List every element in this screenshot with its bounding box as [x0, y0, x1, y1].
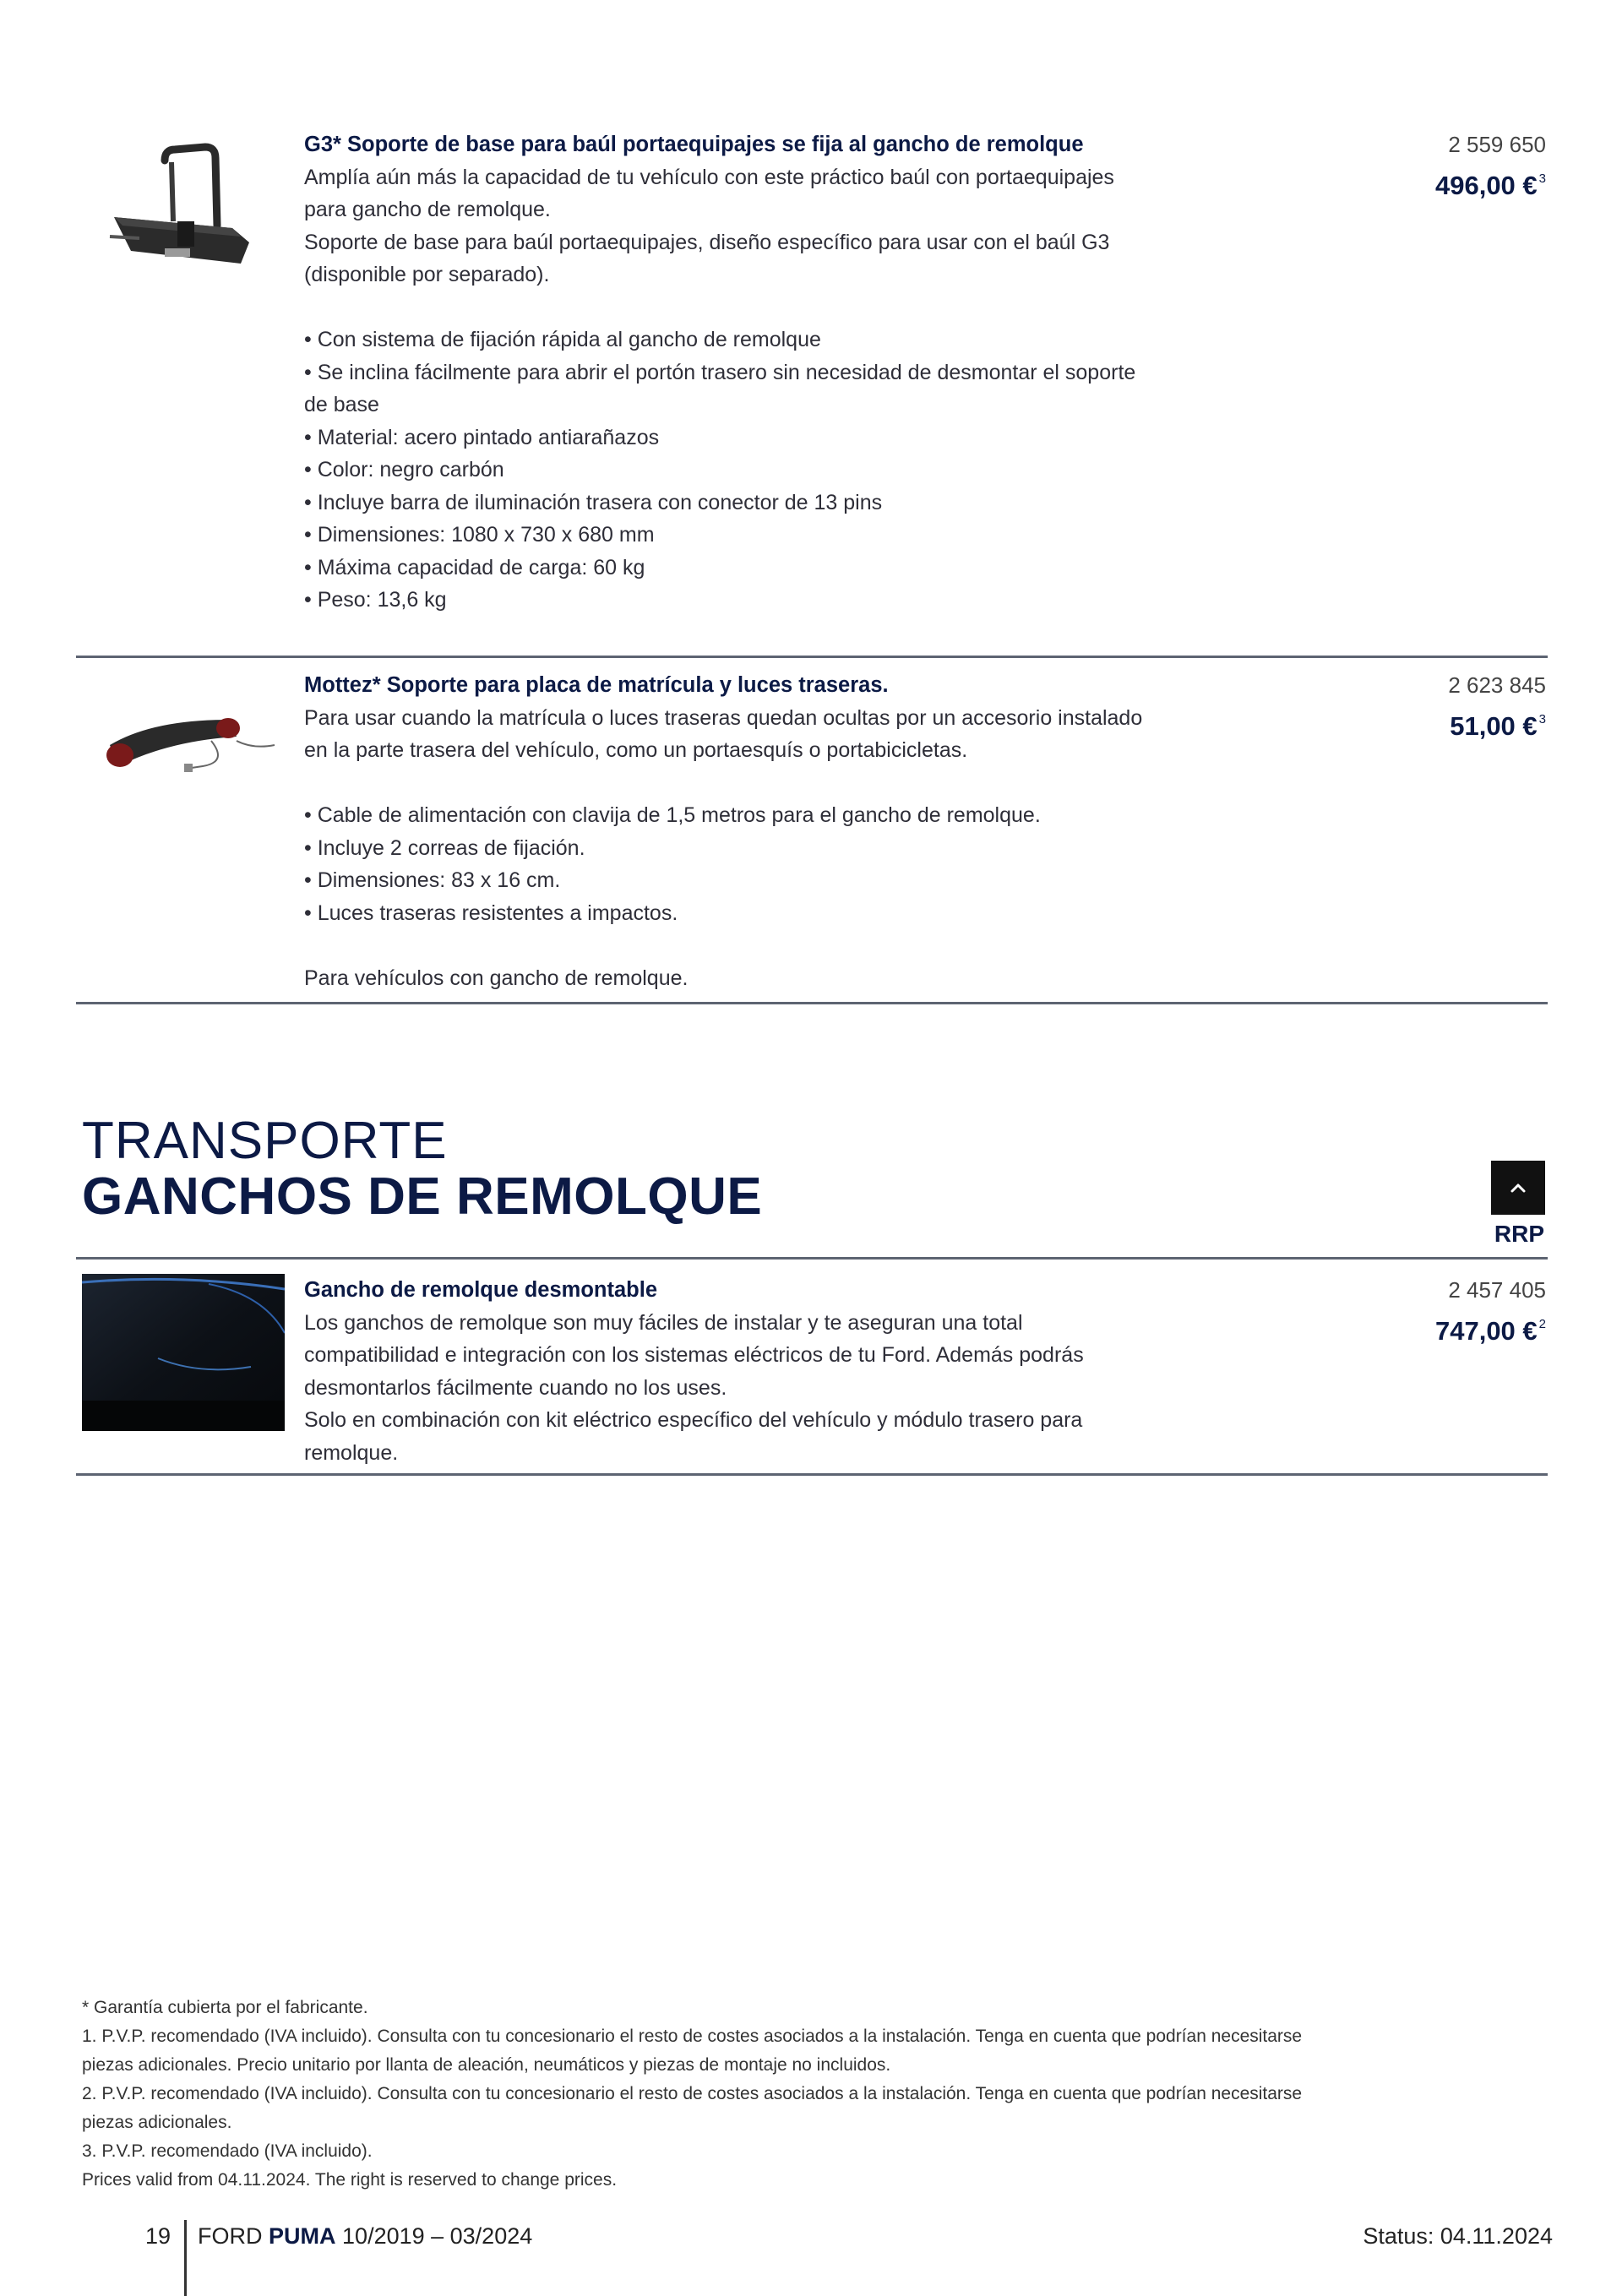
product-bullet: de base [304, 393, 379, 416]
product-amount [1448, 701, 1546, 745]
section-title-light: TRANSPORTE [82, 1112, 448, 1170]
footnote: Prices valid from 04.11.2024. The right is reserved to change prices. [82, 2170, 618, 2190]
product-title: Mottez* Soporte para placa de matrícula y luces traseras. [304, 673, 889, 697]
bike-rack-illustration [106, 137, 275, 280]
footnote: 1. P.V.P. recomendado (IVA incluido). Consulta con tu concesionario el resto de costes asociados a la instalación. Tenga en cuenta que podrían necesitarse [82, 2027, 1303, 2046]
product-body [304, 1274, 1369, 1469]
product-line: Solo en combinación con kit eléctrico específico del vehículo y módulo trasero para [304, 1408, 1083, 1432]
footnote: piezas adicionales. Precio unitario por llanta de aleación, neumáticos y piezas de montaje no incluidos. [82, 2055, 891, 2075]
product-title: Gancho de remolque desmontable [304, 1278, 657, 1302]
light-bar-illustration [101, 703, 279, 779]
product-code: 2 623 845 [1448, 672, 1546, 698]
spacer [304, 929, 1369, 962]
price-value: 51,00 € [1450, 711, 1538, 741]
product-line: para gancho de remolque. [304, 198, 551, 221]
product-title: G3* Soporte de base para baúl portaequipajes se fija al gancho de remolque [304, 133, 1084, 156]
tow-hook-photo [82, 1274, 285, 1431]
product-amount [1435, 1306, 1546, 1350]
footer-status: Status: 04.11.2024 [1363, 2223, 1553, 2249]
product-image-g3-base [106, 137, 275, 280]
product-line: en la parte trasera del vehículo, como un portaesquís o portabicicletas. [304, 738, 968, 762]
footer-model-name: PUMA [269, 2223, 336, 2249]
product-g3-base [76, 128, 1546, 652]
spacer [304, 291, 1369, 324]
product-bullet: • Dimensiones: 1080 x 730 x 680 mm [304, 523, 655, 547]
product-tow-hook [76, 1274, 1546, 1468]
product-price [1435, 1274, 1546, 1350]
divider [76, 1002, 1548, 1004]
spacer [304, 767, 1369, 800]
product-line: Amplía aún más la capacidad de tu vehículo con este práctico baúl con portaequipajes [304, 165, 1114, 189]
product-bullet: • Dimensiones: 83 x 16 cm. [304, 868, 561, 892]
product-line: Para vehículos con gancho de remolque. [304, 966, 689, 990]
footer-range: 10/2019 – 03/2024 [342, 2223, 533, 2249]
price-footnote-ref: 3 [1538, 712, 1546, 726]
product-line: Para usar cuando la matrícula o luces traseras quedan ocultas por un accesorio instalado [304, 705, 1143, 730]
product-body [304, 669, 1369, 994]
divider [76, 1257, 1548, 1260]
product-line: desmontarlos fácilmente cuando no los uses. [304, 1375, 727, 1400]
product-line: Los ganchos de remolque son muy fáciles de instalar y te aseguran una total [304, 1310, 1023, 1335]
product-body [304, 128, 1369, 617]
product-bullet: • Cable de alimentación con clavija de 1,5 metros para el gancho de remolque. [304, 803, 1041, 827]
product-bullet: • Con sistema de fijación rápida al gancho de remolque [304, 328, 821, 351]
product-amount [1435, 161, 1546, 204]
page-footer [0, 2213, 1622, 2296]
footer-brand: FORD [198, 2223, 263, 2249]
product-line: compatibilidad e integración con los sistemas eléctricos de tu Ford. Además podrás [304, 1343, 1084, 1367]
product-code: 2 559 650 [1448, 132, 1546, 157]
product-bullet: • Color: negro carbón [304, 458, 504, 482]
footer-divider [184, 2220, 187, 2296]
product-bullet: • Luces traseras resistentes a impactos. [304, 900, 678, 925]
price-value: 747,00 € [1434, 1316, 1538, 1346]
price-footnote-ref: 2 [1538, 1317, 1546, 1331]
product-image-mottez [101, 703, 279, 779]
product-line: Soporte de base para baúl portaequipajes, diseño específico para usar con el baúl G3 [304, 230, 1110, 254]
footer-model [198, 2223, 532, 2250]
product-price [1448, 669, 1546, 745]
product-image-tow-hook [82, 1274, 285, 1431]
divider [76, 1473, 1548, 1476]
product-bullet: • Máxima capacidad de carga: 60 kg [304, 555, 645, 579]
section-title-bold: GANCHOS DE REMOLQUE [82, 1167, 763, 1226]
product-bullet: • Material: acero pintado antiarañazos [304, 425, 660, 449]
rrp-column-label: RRP [1494, 1221, 1544, 1247]
product-code: 2 457 405 [1448, 1277, 1546, 1303]
chevron-up-icon [1491, 1161, 1545, 1215]
page-number: 19 [145, 2223, 171, 2249]
divider [76, 656, 1548, 658]
price-value: 496,00 € [1434, 171, 1538, 200]
product-mottez [76, 669, 1546, 998]
footnotes [82, 1994, 1552, 2195]
product-bullet: • Incluye 2 correas de fijación. [304, 835, 585, 860]
product-bullet: • Incluye barra de iluminación trasera con conector de 13 pins [304, 490, 883, 514]
price-footnote-ref: 3 [1538, 171, 1546, 186]
product-price [1435, 128, 1546, 204]
footnote: piezas adicionales. [82, 2113, 232, 2132]
footnote: 2. P.V.P. recomendado (IVA incluido). Consulta con tu concesionario el resto de costes asociados a la instalación. Tenga en cuenta que podrían necesitarse [82, 2084, 1303, 2103]
footnote: * Garantía cubierta por el fabricante. [82, 1998, 368, 2017]
product-bullet: • Peso: 13,6 kg [304, 588, 447, 612]
footnote: 3. P.V.P. recomendado (IVA incluido). [82, 2141, 373, 2161]
product-line: (disponible por separado). [304, 263, 550, 286]
product-line: remolque. [304, 1440, 399, 1465]
product-bullet: • Se inclina fácilmente para abrir el portón trasero sin necesidad de desmontar el soporte [304, 360, 1136, 384]
scroll-to-top-button[interactable] [1491, 1161, 1545, 1215]
